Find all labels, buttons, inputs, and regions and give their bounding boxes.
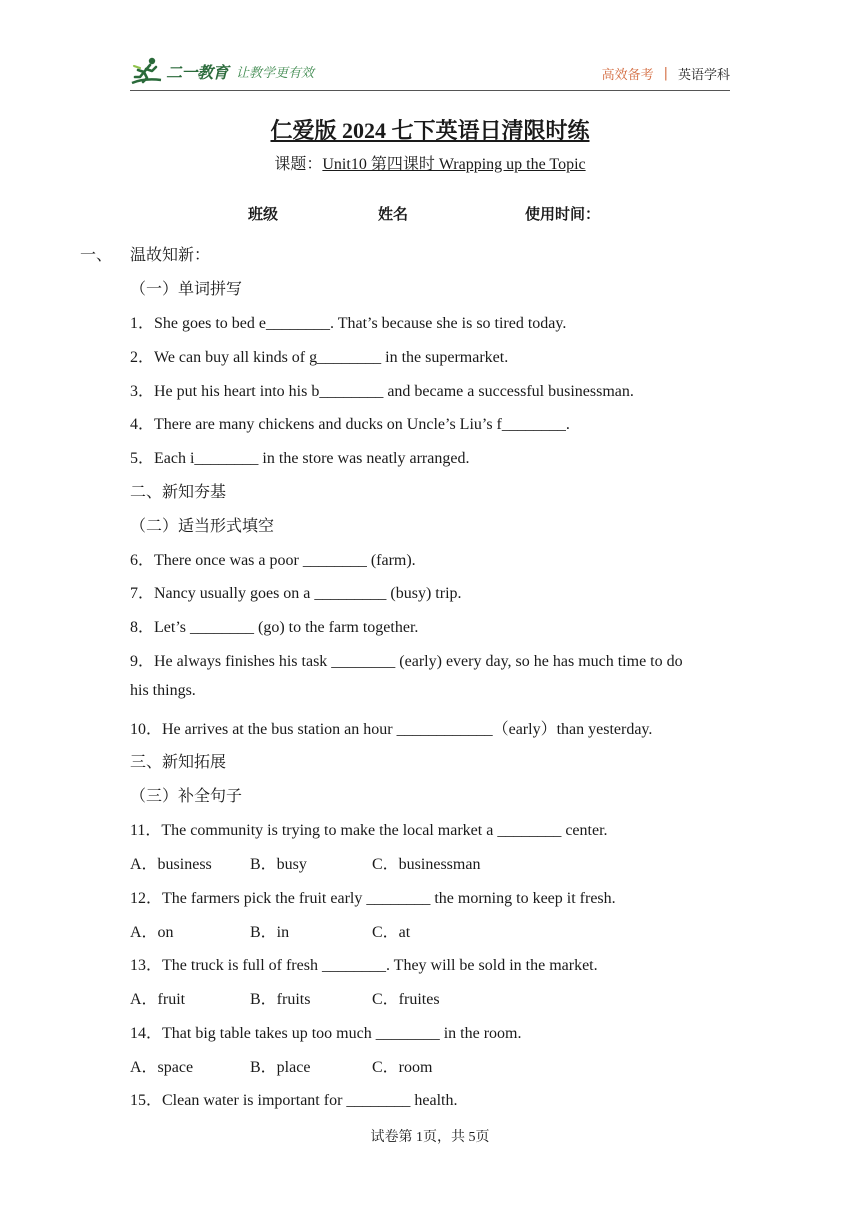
question-13: 13．The truck is full of fresh ________. They will be sold in the market. xyxy=(130,957,598,974)
q12-option-a: A．on xyxy=(130,924,174,941)
question-3: 3．He put his heart into his b________ and became a successful businessman. xyxy=(130,383,634,400)
runner-logo-icon xyxy=(130,56,164,86)
question-12: 12．The farmers pick the fruit early ________ the morning to keep it fresh. xyxy=(130,890,616,907)
logo xyxy=(130,56,314,86)
section-1-number: 一、 xyxy=(80,245,113,264)
section-2-subtitle: （二）适当形式填空 xyxy=(130,516,275,535)
q11-option-a: A．business xyxy=(130,856,212,873)
page-footer: 试卷第 1页，共 5页 xyxy=(370,1130,490,1145)
section-3-subtitle: （三）补全句子 xyxy=(130,786,243,805)
topic-text: Unit10 第四课时 Wrapping up the Topic xyxy=(322,156,586,173)
q12-option-c: C．at xyxy=(372,924,411,941)
section-3-title: 三、新知拓展 xyxy=(130,752,227,771)
section-1-subtitle: （一）单词拼写 xyxy=(130,279,243,298)
question-7: 7．Nancy usually goes on a _________ (busy) trip. xyxy=(130,585,462,602)
q13-option-c: C．fruites xyxy=(372,991,440,1008)
topic-line xyxy=(0,151,860,174)
q14-option-a: A．space xyxy=(130,1059,194,1076)
question-10: 10．He arrives at the bus station an hour ____________（early）than yesterday. xyxy=(130,721,653,738)
question-14: 14．That big table takes up too much ________ in the room. xyxy=(130,1025,522,1042)
header-divider xyxy=(130,90,730,91)
header-tag-subject: 英语学科 xyxy=(677,68,730,83)
topic-prefix: 课题： xyxy=(274,156,323,173)
q11-option-c: C．businessman xyxy=(372,856,481,873)
question-1: 1．She goes to bed e________. That’s because she is so tired today. xyxy=(130,315,567,332)
logo-name: 二一教育 xyxy=(166,62,229,82)
question-9: 9．He always finishes his task ________ (early) every day, so he has much time to do xyxy=(130,653,683,670)
page-header xyxy=(130,56,730,90)
question-8: 8．Let’s ________ (go) to the farm together. xyxy=(130,619,419,636)
page-title: 仁爱版 2024 七下英语日清限时练 xyxy=(270,118,590,143)
question-5: 5．Each i________ in the store was neatly arranged. xyxy=(130,450,470,467)
q13-option-a: A．fruit xyxy=(130,991,186,1008)
time-label: 使用时间： xyxy=(525,205,601,223)
question-11: 11．The community is trying to make the local market a ________ center. xyxy=(130,822,608,839)
q13-option-b: B．fruits xyxy=(250,991,311,1008)
q14-option-b: B．place xyxy=(250,1059,311,1076)
q14-option-c: C．room xyxy=(372,1059,433,1076)
question-9-continued: his things. xyxy=(130,682,196,699)
header-tag-exam: 高效备考 xyxy=(601,68,654,83)
class-label: 班级 xyxy=(248,205,279,223)
question-6: 6．There once was a poor ________ (farm). xyxy=(130,552,416,569)
section-2-title: 二、新知夯基 xyxy=(130,482,227,501)
question-2: 2．We can buy all kinds of g________ in the supermarket. xyxy=(130,349,509,366)
question-15: 15．Clean water is important for ________ health. xyxy=(130,1092,458,1109)
question-4: 4．There are many chickens and ducks on Uncle’s Liu’s f________. xyxy=(130,416,570,433)
q12-option-b: B．in xyxy=(250,924,290,941)
header-separator: | xyxy=(663,66,668,81)
q11-option-b: B．busy xyxy=(250,856,307,873)
name-label: 姓名 xyxy=(378,205,409,223)
logo-slogan: 让教学更有效 xyxy=(236,65,315,81)
section-1-title: 温故知新： xyxy=(130,245,211,264)
header-right xyxy=(602,64,730,83)
